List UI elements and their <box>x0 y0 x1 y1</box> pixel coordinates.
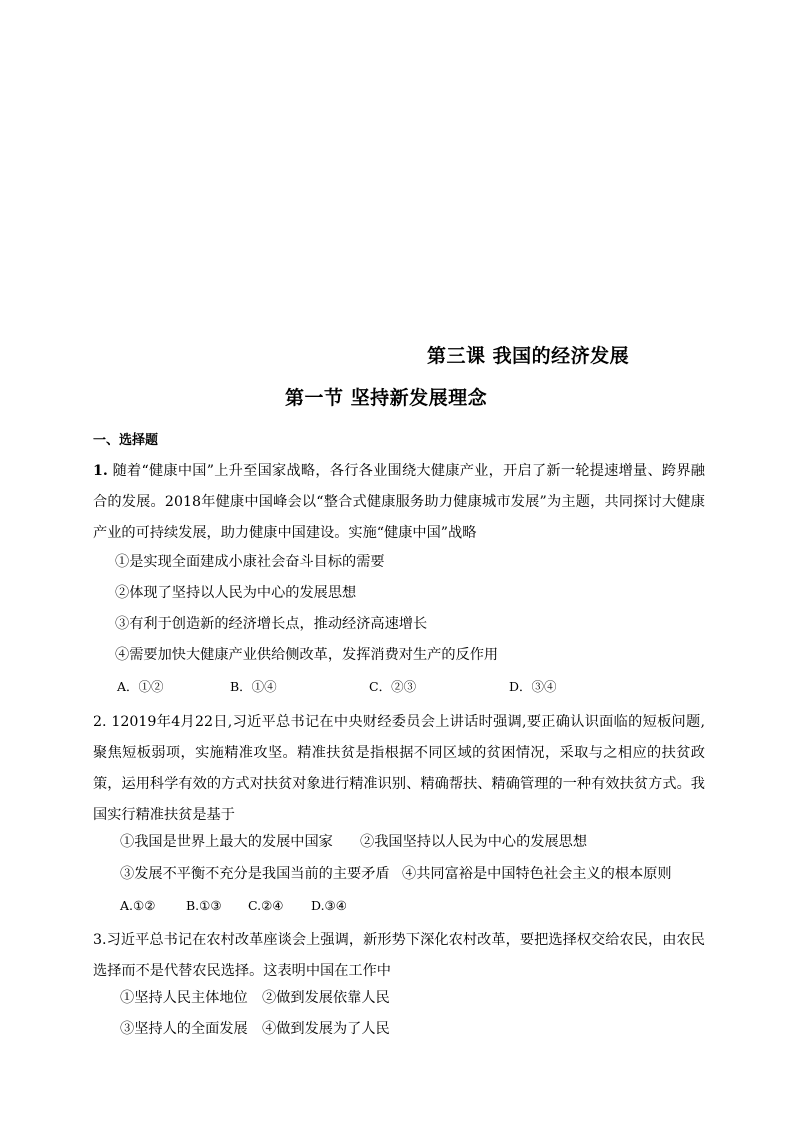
question-2-option-a: A.①② <box>120 898 156 913</box>
lesson-title: 第三课 我国的经济发展 <box>427 345 630 367</box>
question-3-item-4: ④做到发展为了人民 <box>262 1021 390 1037</box>
question-1-option-d: D．③④ <box>509 679 557 694</box>
question-2-item-4: ④共同富裕是中国特色社会主义的根本原则 <box>402 866 672 882</box>
question-2-stem: 2. 12019年4月22日,习近平总书记在中央财经委员会上讲话时强调,要正确认识面临的短板问题,聚焦短板弱项，实施精准攻坚。精准扶贫是指根据不同区域的贫困情况，采取与之相应的扶贫政策，运用科学有效的方式对扶贫对象进行精准识别、精确帮扶、精确管理的一种有效扶贫方式。我国实行精准扶贫是基于 <box>93 714 705 823</box>
question-1-number: 1. <box>93 463 108 479</box>
question-1-stem-block <box>93 456 705 549</box>
question-1-stem: 随着“健康中国”上升至国家战略，各行各业围绕大健康产业，开启了新一轮提速增量、跨界融合的发展。2018年健康中国峰会以“整合式健康服务助力健康城市发展”为主题，共同探讨大健康产业的可持续发展，助力健康中国建设。实施“健康中国”战略 <box>93 463 705 541</box>
question-2-item-3: ③发展不平衡不充分是我国当前的主要矛盾 <box>120 866 390 882</box>
question-1-item-1: ①是实现全面建成小康社会奋斗目标的需要 <box>115 554 385 570</box>
question-3-stem: 3.习近平总书记在农村改革座谈会上强调，新形势下深化农村改革，要把选择权交给农民，由农民选择而不是代替农民选择。这表明中国在工作中 <box>93 932 705 979</box>
question-2-item-1: ①我国是世界上最大的发展中国家 <box>120 834 333 850</box>
question-1-item-2: ②体现了坚持以人民为中心的发展思想 <box>115 585 357 601</box>
question-3-item-2: ②做到发展依靠人民 <box>262 990 390 1006</box>
question-2-option-c: C.②④ <box>248 898 284 913</box>
question-2-option-d: D.③④ <box>311 898 347 913</box>
question-2-item-2: ②我国坚持以人民为中心的发展思想 <box>360 834 588 850</box>
question-3-item-1: ①坚持人民主体地位 <box>120 990 248 1006</box>
question-1-option-b: B．①④ <box>230 679 277 694</box>
section-title: 第一节 坚持新发展理念 <box>285 387 488 409</box>
question-1-option-a: A．①② <box>117 679 164 694</box>
question-3-item-3: ③坚持人的全面发展 <box>120 1021 248 1037</box>
question-1-option-c: C．②③ <box>369 679 417 694</box>
question-1-item-4: ④需要加快大健康产业供给侧改革，发挥消费对生产的反作用 <box>115 647 499 663</box>
section-heading: 一、选择题 <box>93 433 159 448</box>
question-1-item-3: ③有利于创造新的经济增长点，推动经济高速增长 <box>115 616 428 632</box>
question-2-option-b: B.①③ <box>186 898 222 913</box>
